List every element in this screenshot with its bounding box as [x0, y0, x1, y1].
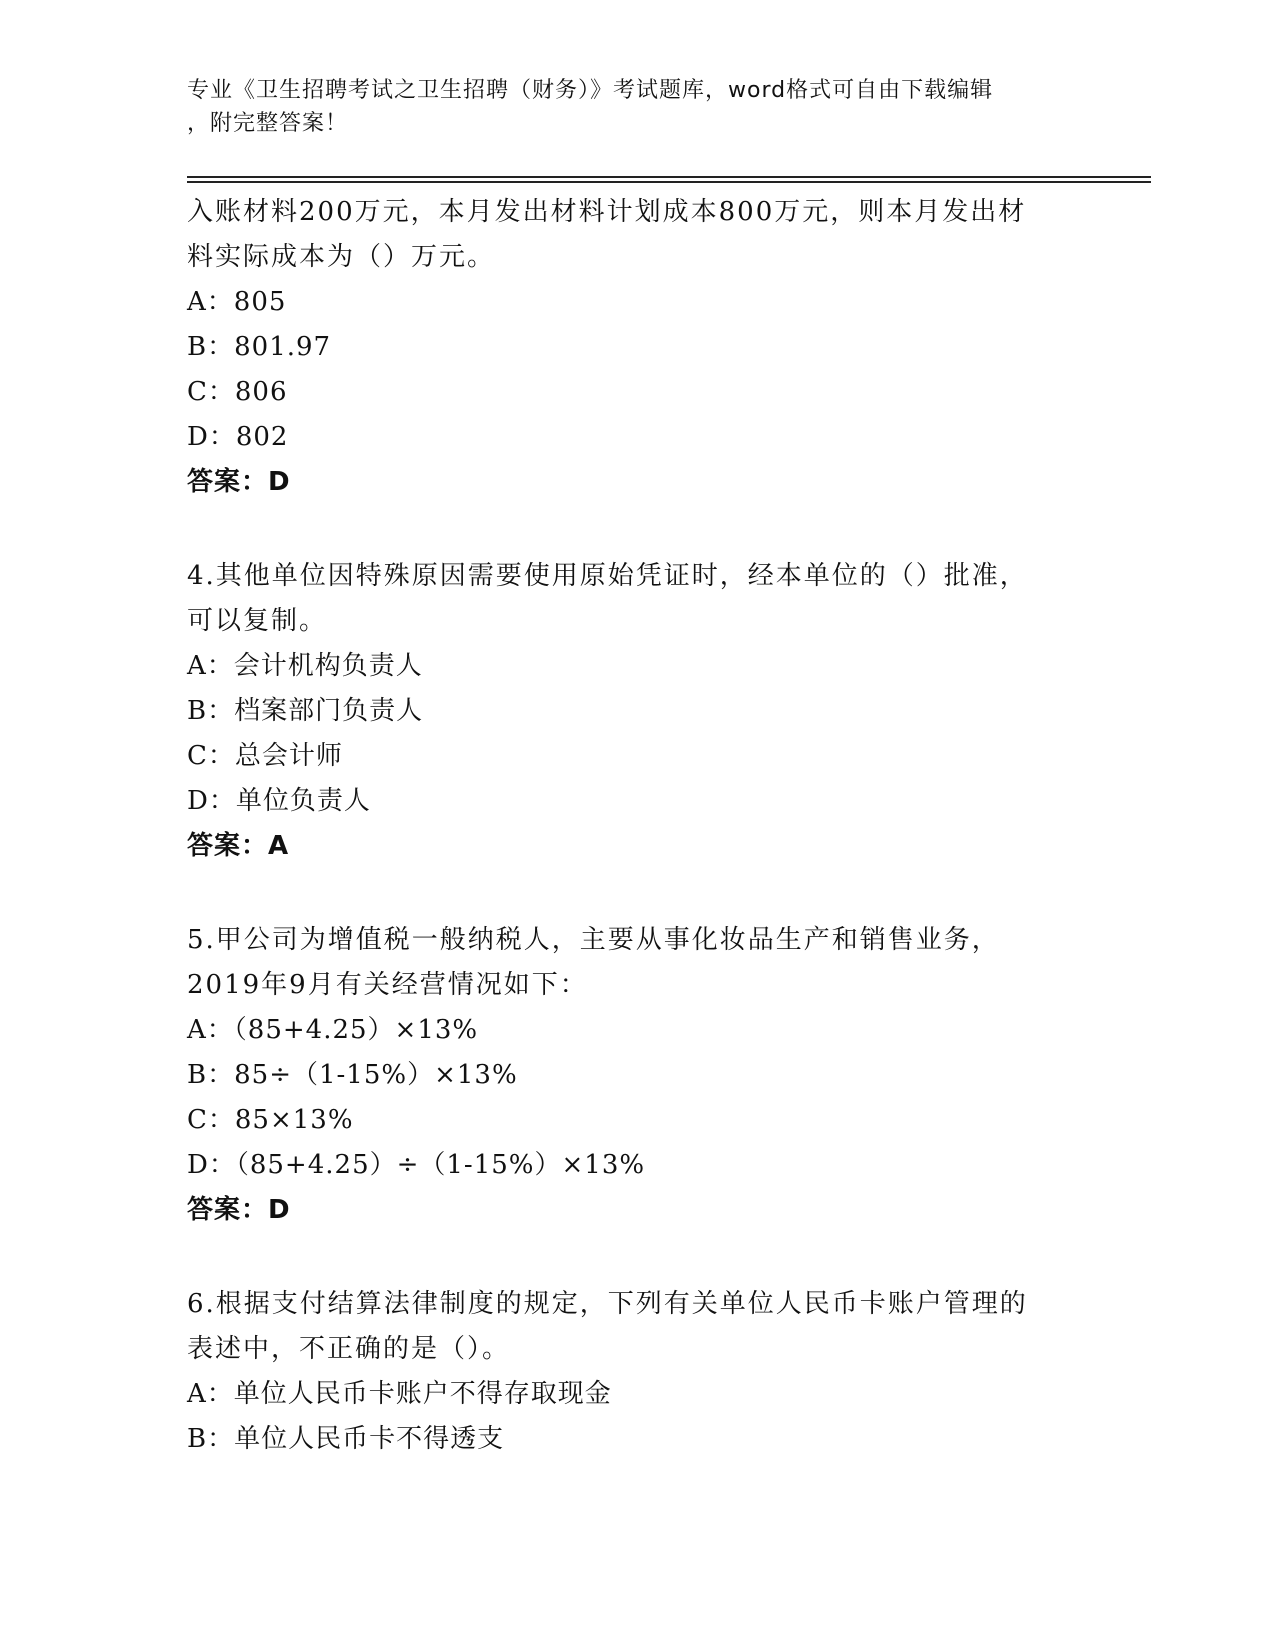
question-stem-line: 4.其他单位因特殊原因需要使用原始凭证时，经本单位的（）批准，: [187, 561, 1028, 591]
question-stem-line: 6.根据支付结算法律制度的规定，下列有关单位人民币卡账户管理的: [187, 1289, 1028, 1319]
document-header: [187, 74, 1087, 140]
header-rule-top: [187, 176, 1151, 178]
option-a: A：805: [187, 287, 287, 317]
option-d: D：（85+4.25）÷（1-15%）×13%: [187, 1150, 646, 1180]
question-stem-line: 2019年9月有关经营情况如下：: [187, 970, 588, 1000]
question-stem-line: 料实际成本为（）万元。: [187, 242, 496, 272]
question-spacer: [187, 1233, 1067, 1282]
question-stem-line: 可以复制。: [187, 606, 328, 636]
option-b: B：档案部门负责人: [187, 696, 424, 726]
answer-line: 答案：D: [187, 467, 291, 497]
question-5: [187, 918, 1067, 1233]
question-stem-line: 5.甲公司为增值税一般纳税人，主要从事化妆品生产和销售业务，: [187, 925, 1000, 955]
option-a: A：（85+4.25）×13%: [187, 1015, 479, 1045]
answer-line: 答案：A: [187, 831, 290, 861]
option-c: C：806: [187, 377, 288, 407]
question-3-tail: [187, 190, 1067, 505]
question-4: [187, 554, 1067, 869]
header-rule-bottom: [187, 181, 1151, 183]
question-spacer: [187, 505, 1067, 554]
header-line-1: 专业《卫生招聘考试之卫生招聘（财务）》考试题库，word格式可自由下载编辑: [187, 78, 994, 103]
option-b: B：85÷（1-15%）×13%: [187, 1060, 518, 1090]
answer-line: 答案：D: [187, 1195, 291, 1225]
question-list: [187, 190, 1067, 1462]
header-line-2: ，附完整答案！: [187, 111, 349, 136]
option-a: A：单位人民币卡账户不得存取现金: [187, 1379, 612, 1409]
question-spacer: [187, 869, 1067, 918]
option-a: A：会计机构负责人: [187, 651, 423, 681]
option-b: B：单位人民币卡不得透支: [187, 1424, 505, 1454]
question-6: [187, 1282, 1067, 1462]
option-c: C：85×13%: [187, 1105, 354, 1135]
option-b: B：801.97: [187, 332, 332, 362]
option-c: C：总会计师: [187, 741, 343, 771]
question-stem-line: 表述中，不正确的是（）。: [187, 1334, 511, 1364]
option-d: D：单位负责人: [187, 786, 371, 816]
option-d: D：802: [187, 422, 289, 452]
question-stem-line: 入账材料200万元，本月发出材料计划成本800万元，则本月发出材: [187, 197, 1027, 227]
